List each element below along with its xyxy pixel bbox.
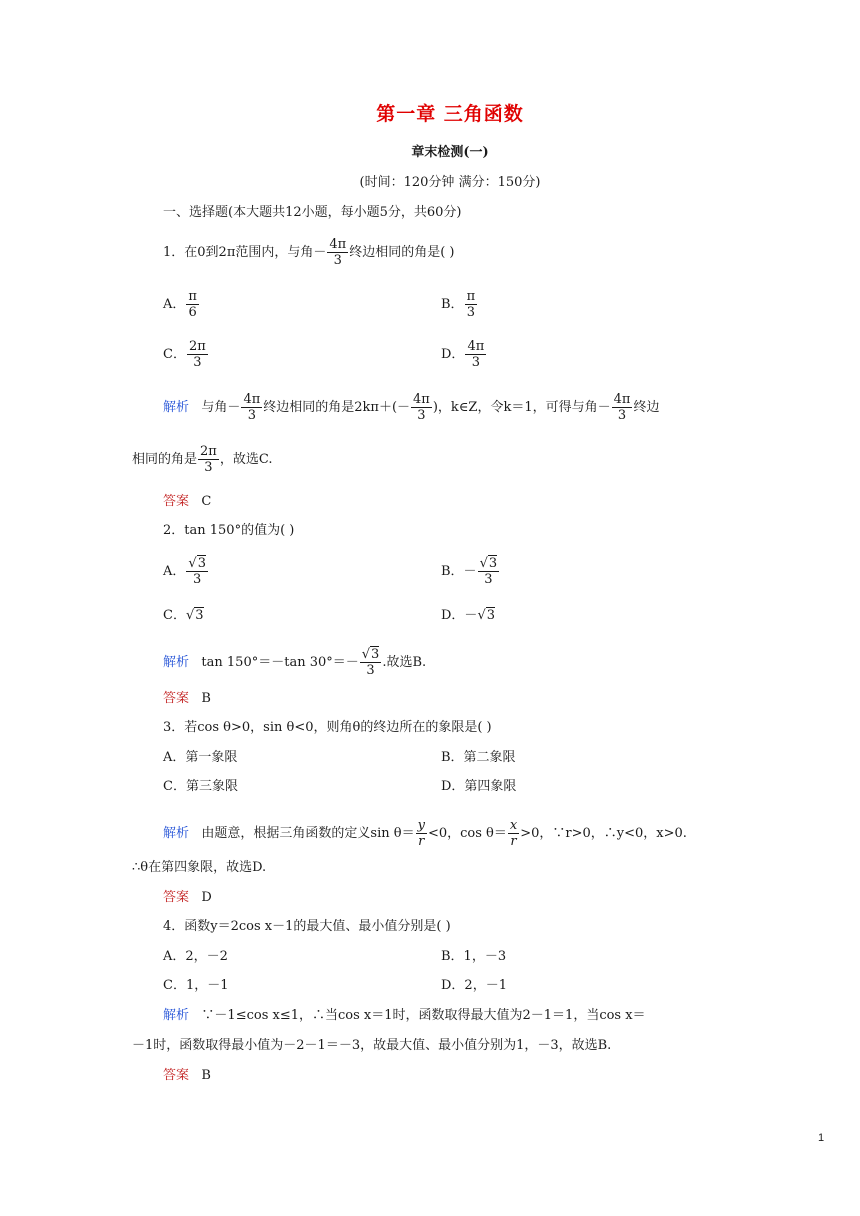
q2-option-a: A． $\frac{√3}{3}$ <box>163 556 206 587</box>
q4-option-c: C．1，－1 <box>163 978 229 993</box>
answer-label: 答案 <box>163 494 190 509</box>
test-subtitle: 章末检测(一) <box>411 145 489 160</box>
q1-solution-line-2: 相同的角是 $\frac{2\pi}{3}$ ，故选C. <box>132 444 273 475</box>
fraction: $\frac{\pi}{6}$ <box>188 289 197 320</box>
q3-answer: 答案 D <box>163 890 212 905</box>
q2-option-d: D．－√3 <box>441 608 496 623</box>
q4-option-a: A．2，－2 <box>163 949 228 964</box>
fraction: $\frac{4\pi}{3}$ <box>613 392 631 423</box>
fraction: $\frac{2\pi}{3}$ <box>200 444 217 475</box>
q3-option-a: A．第一象限 <box>163 750 238 765</box>
q3-solution-line-1: 解析 由题意，根据三角函数的定义sin θ＝ $\frac{y}{r}$ <0，cos θ＝ $\frac{x}{r}$ >0，∵r>0，∴y<0，x>0. <box>163 818 687 849</box>
fraction: $\frac{4\pi}{3}$ <box>467 339 485 370</box>
answer-label: 答案 <box>163 1068 190 1083</box>
q1-solution-line-1: 解析 与角－ $\frac{4\pi}{3}$ 终边相同的角是2kπ＋(－ $\frac{4\pi}{3}$ )，k∈Z，令k＝1，可得与角－ $\frac{4\pi}{3}$ 终边 <box>163 392 660 423</box>
q4-answer: 答案 B <box>163 1068 211 1083</box>
fraction: $\frac{y}{r}$ <box>417 818 425 849</box>
fraction: $\frac{4\pi}{3}$ <box>413 392 430 423</box>
fraction: $\frac{\pi}{3}$ <box>466 289 476 320</box>
answer-label: 答案 <box>163 691 190 706</box>
fraction: $\frac{√3}{3}$ <box>188 556 206 587</box>
q1-option-c: C． $\frac{2\pi}{3}$ <box>163 339 206 370</box>
chapter-title: 第一章 三角函数 <box>376 103 524 125</box>
fraction: $\frac{x}{r}$ <box>509 818 518 849</box>
q4-solution-line-1: 解析 ∵－1≤cos x≤1，∴当cos x＝1时，函数取得最大值为2－1＝1，当cos x＝ <box>163 1008 646 1023</box>
q2-option-c: C．√3 <box>163 608 204 623</box>
q2-option-b: B．－ $\frac{√3}{3}$ <box>441 556 498 587</box>
q1-option-b: B． $\frac{\pi}{3}$ <box>441 289 476 320</box>
fraction: $\frac{2\pi}{3}$ <box>188 339 206 370</box>
q3-solution-line-2: ∴θ在第四象限，故选D. <box>132 860 267 875</box>
fraction: $\frac{4\pi}{3}$ <box>329 237 347 268</box>
solution-label: 解析 <box>163 655 190 670</box>
question-2-stem: 2．tan 150°的值为( ) <box>163 523 295 538</box>
time-score-info: (时间：120分钟 满分：150分) <box>359 175 541 190</box>
question-1-text: 1．在0到2π范围内，与角－ <box>163 245 327 260</box>
q2-answer: 答案 B <box>163 691 211 706</box>
q4-solution-line-2: －1时，函数取得最小值为－2－1＝－3，故最大值、最小值分别为1，－3，故选B. <box>132 1038 612 1053</box>
fraction: $\frac{4\pi}{3}$ <box>243 392 261 423</box>
q1-answer: 答案 C <box>163 494 212 509</box>
question-1-text-end: 终边相同的角是( ) <box>349 245 455 260</box>
solution-label: 解析 <box>163 400 190 415</box>
section-heading: 一、选择题(本大题共12小题，每小题5分，共60分) <box>163 205 462 220</box>
q4-option-b: B．1，－3 <box>441 949 507 964</box>
q3-option-c: C．第三象限 <box>163 779 238 794</box>
q3-option-b: B．第二象限 <box>441 750 516 765</box>
solution-label: 解析 <box>163 1008 190 1023</box>
q1-option-d: D． $\frac{4\pi}{3}$ <box>441 339 485 370</box>
q2-solution: 解析 tan 150°＝－tan 30°＝－ $\frac{√3}{3}$ .故选B. <box>163 647 427 678</box>
question-1-stem <box>163 237 454 268</box>
question-4-stem: 4．函数y＝2cos x－1的最大值、最小值分别是( ) <box>163 919 451 934</box>
answer-label: 答案 <box>163 890 190 905</box>
fraction: $\frac{√3}{3}$ <box>361 647 380 678</box>
q4-option-d: D．2，－1 <box>441 978 507 993</box>
q3-option-d: D．第四象限 <box>441 779 517 794</box>
page-number: 1 <box>818 1132 825 1144</box>
question-3-stem: 3．若cos θ>0，sin θ<0，则角θ的终边所在的象限是( ) <box>163 720 492 735</box>
fraction: $\frac{√3}{3}$ <box>479 556 498 587</box>
solution-label: 解析 <box>163 826 190 841</box>
q1-option-a: A． $\frac{\pi}{6}$ <box>163 289 197 320</box>
